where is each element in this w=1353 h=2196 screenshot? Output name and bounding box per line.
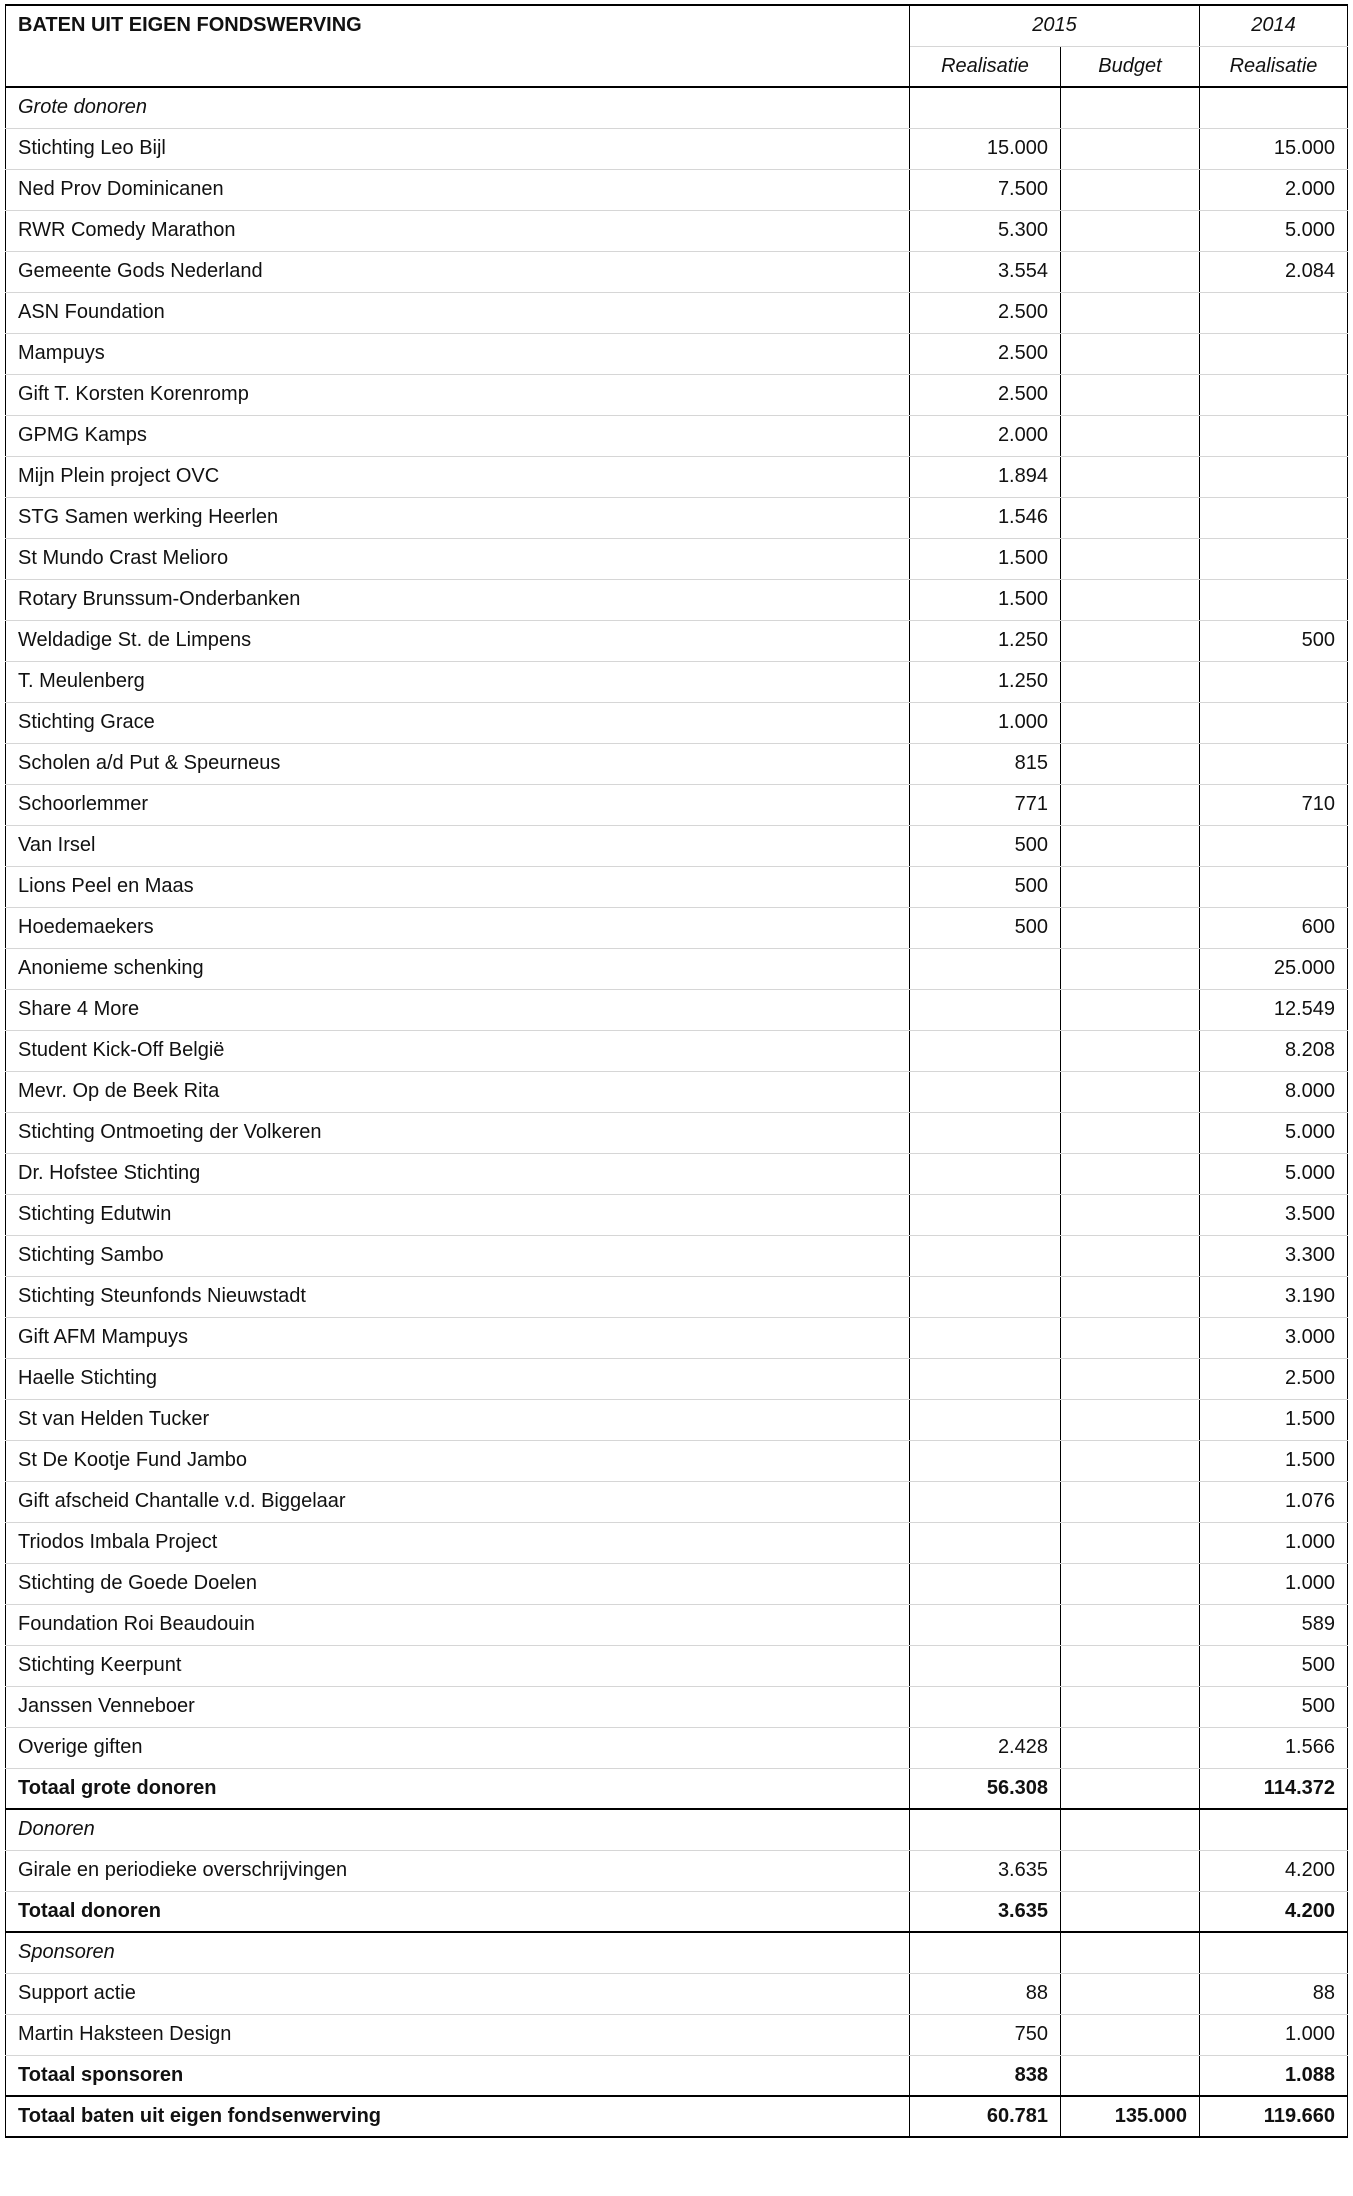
budget-2015-value bbox=[1061, 1153, 1200, 1194]
budget-2015-value bbox=[1061, 1440, 1200, 1481]
realisatie-2014-value: 5.000 bbox=[1200, 210, 1348, 251]
budget-2015-value bbox=[1061, 1235, 1200, 1276]
table-row bbox=[6, 1481, 1348, 1522]
table-row bbox=[6, 661, 1348, 702]
year-2015-header: 2015 bbox=[910, 5, 1200, 46]
table-row bbox=[6, 456, 1348, 497]
budget-2015-value bbox=[1061, 1030, 1200, 1071]
total-row bbox=[6, 2096, 1348, 2137]
row-label: Overige giften bbox=[6, 1727, 910, 1768]
table-row bbox=[6, 1235, 1348, 1276]
budget-2015-value bbox=[1061, 2014, 1200, 2055]
realisatie-2014-value bbox=[1200, 292, 1348, 333]
row-label: Donoren bbox=[6, 1809, 910, 1850]
realisatie-2014-value bbox=[1200, 87, 1348, 128]
budget-2015-value bbox=[1061, 1973, 1200, 2014]
row-label: Stichting Edutwin bbox=[6, 1194, 910, 1235]
row-label: Stichting Keerpunt bbox=[6, 1645, 910, 1686]
realisatie-2014-value: 1.000 bbox=[1200, 1522, 1348, 1563]
realisatie-2015-value bbox=[910, 1481, 1061, 1522]
budget-2015-value bbox=[1061, 1276, 1200, 1317]
realisatie-2014-value bbox=[1200, 579, 1348, 620]
realisatie-2015-value bbox=[910, 1194, 1061, 1235]
realisatie-2014-value: 4.200 bbox=[1200, 1891, 1348, 1932]
realisatie-2015-value: 838 bbox=[910, 2055, 1061, 2096]
budget-2015-value bbox=[1061, 1399, 1200, 1440]
table-row bbox=[6, 1399, 1348, 1440]
table-row bbox=[6, 784, 1348, 825]
realisatie-2015-value bbox=[910, 1358, 1061, 1399]
table-row bbox=[6, 989, 1348, 1030]
realisatie-2014-value bbox=[1200, 702, 1348, 743]
realisatie-2015-value bbox=[910, 1235, 1061, 1276]
realisatie-2014-value: 500 bbox=[1200, 1645, 1348, 1686]
table-row bbox=[6, 1973, 1348, 2014]
realisatie-2014-value: 589 bbox=[1200, 1604, 1348, 1645]
realisatie-2015-value: 1.894 bbox=[910, 456, 1061, 497]
realisatie-2014-value: 5.000 bbox=[1200, 1112, 1348, 1153]
realisatie-2014-value bbox=[1200, 456, 1348, 497]
budget-2015-value bbox=[1061, 661, 1200, 702]
realisatie-2015-value bbox=[910, 1440, 1061, 1481]
table-row bbox=[6, 415, 1348, 456]
table-row bbox=[6, 1727, 1348, 1768]
row-label: GPMG Kamps bbox=[6, 415, 910, 456]
budget-2015-value bbox=[1061, 784, 1200, 825]
table-row bbox=[6, 1850, 1348, 1891]
realisatie-2014-value bbox=[1200, 1809, 1348, 1850]
section-row bbox=[6, 1932, 1348, 1973]
row-label: Grote donoren bbox=[6, 87, 910, 128]
budget-2015-value bbox=[1061, 989, 1200, 1030]
realisatie-2014-value: 1.088 bbox=[1200, 2055, 1348, 2096]
realisatie-2014-value: 500 bbox=[1200, 620, 1348, 661]
row-label: Weldadige St. de Limpens bbox=[6, 620, 910, 661]
col-header-budget-2015: Budget bbox=[1061, 46, 1200, 87]
realisatie-2014-value: 3.190 bbox=[1200, 1276, 1348, 1317]
realisatie-2014-value bbox=[1200, 497, 1348, 538]
realisatie-2015-value bbox=[910, 1317, 1061, 1358]
row-label: Mijn Plein project OVC bbox=[6, 456, 910, 497]
row-label: Janssen Venneboer bbox=[6, 1686, 910, 1727]
table-row bbox=[6, 1317, 1348, 1358]
realisatie-2014-value: 2.500 bbox=[1200, 1358, 1348, 1399]
realisatie-2014-value bbox=[1200, 1932, 1348, 1973]
budget-2015-value bbox=[1061, 169, 1200, 210]
row-label: Gift AFM Mampuys bbox=[6, 1317, 910, 1358]
budget-2015-value bbox=[1061, 210, 1200, 251]
realisatie-2015-value: 3.635 bbox=[910, 1850, 1061, 1891]
section-row bbox=[6, 1809, 1348, 1850]
row-label: Sponsoren bbox=[6, 1932, 910, 1973]
realisatie-2014-value: 119.660 bbox=[1200, 2096, 1348, 2137]
row-label: RWR Comedy Marathon bbox=[6, 210, 910, 251]
realisatie-2015-value: 500 bbox=[910, 825, 1061, 866]
budget-2015-value bbox=[1061, 620, 1200, 661]
row-label: Stichting Grace bbox=[6, 702, 910, 743]
realisatie-2014-value: 4.200 bbox=[1200, 1850, 1348, 1891]
table-row bbox=[6, 1153, 1348, 1194]
realisatie-2014-value: 3.000 bbox=[1200, 1317, 1348, 1358]
row-label: Foundation Roi Beaudouin bbox=[6, 1604, 910, 1645]
realisatie-2014-value: 3.300 bbox=[1200, 1235, 1348, 1276]
realisatie-2015-value: 5.300 bbox=[910, 210, 1061, 251]
realisatie-2015-value bbox=[910, 1071, 1061, 1112]
table-row bbox=[6, 1563, 1348, 1604]
budget-2015-value bbox=[1061, 743, 1200, 784]
row-label: Share 4 More bbox=[6, 989, 910, 1030]
row-label: Lions Peel en Maas bbox=[6, 866, 910, 907]
budget-2015-value: 135.000 bbox=[1061, 2096, 1200, 2137]
realisatie-2015-value: 1.000 bbox=[910, 702, 1061, 743]
table-row bbox=[6, 1440, 1348, 1481]
row-label: Schoorlemmer bbox=[6, 784, 910, 825]
realisatie-2015-value: 2.428 bbox=[910, 1727, 1061, 1768]
budget-2015-value bbox=[1061, 907, 1200, 948]
realisatie-2015-value bbox=[910, 948, 1061, 989]
table-row bbox=[6, 374, 1348, 415]
table-row bbox=[6, 169, 1348, 210]
row-label: Stichting Leo Bijl bbox=[6, 128, 910, 169]
row-label: Gemeente Gods Nederland bbox=[6, 251, 910, 292]
budget-2015-value bbox=[1061, 579, 1200, 620]
realisatie-2015-value bbox=[910, 1645, 1061, 1686]
realisatie-2014-value bbox=[1200, 825, 1348, 866]
realisatie-2015-value: 2.000 bbox=[910, 415, 1061, 456]
table-row bbox=[6, 333, 1348, 374]
budget-2015-value bbox=[1061, 1686, 1200, 1727]
table-row bbox=[6, 866, 1348, 907]
table-row bbox=[6, 620, 1348, 661]
budget-2015-value bbox=[1061, 1727, 1200, 1768]
table-row bbox=[6, 292, 1348, 333]
table-row bbox=[6, 743, 1348, 784]
realisatie-2015-value: 500 bbox=[910, 866, 1061, 907]
budget-2015-value bbox=[1061, 1891, 1200, 1932]
realisatie-2015-value: 500 bbox=[910, 907, 1061, 948]
row-label: St De Kootje Fund Jambo bbox=[6, 1440, 910, 1481]
realisatie-2015-value bbox=[910, 87, 1061, 128]
realisatie-2014-value: 114.372 bbox=[1200, 1768, 1348, 1809]
realisatie-2014-value bbox=[1200, 538, 1348, 579]
col-header-realisatie-2015: Realisatie bbox=[910, 46, 1061, 87]
header-row-years bbox=[6, 5, 1348, 46]
table-row bbox=[6, 1358, 1348, 1399]
table-row bbox=[6, 1645, 1348, 1686]
budget-2015-value bbox=[1061, 2055, 1200, 2096]
realisatie-2015-value bbox=[910, 1276, 1061, 1317]
row-label: T. Meulenberg bbox=[6, 661, 910, 702]
row-label: Girale en periodieke overschrijvingen bbox=[6, 1850, 910, 1891]
row-label: Martin Haksteen Design bbox=[6, 2014, 910, 2055]
budget-2015-value bbox=[1061, 1071, 1200, 1112]
realisatie-2014-value: 1.000 bbox=[1200, 1563, 1348, 1604]
realisatie-2014-value: 15.000 bbox=[1200, 128, 1348, 169]
table-row bbox=[6, 948, 1348, 989]
realisatie-2015-value bbox=[910, 1563, 1061, 1604]
table-row bbox=[6, 1686, 1348, 1727]
row-label: Support actie bbox=[6, 1973, 910, 2014]
budget-2015-value bbox=[1061, 292, 1200, 333]
table-row bbox=[6, 1194, 1348, 1235]
section-row bbox=[6, 87, 1348, 128]
realisatie-2015-value: 1.250 bbox=[910, 661, 1061, 702]
budget-2015-value bbox=[1061, 1194, 1200, 1235]
row-label: Scholen a/d Put & Speurneus bbox=[6, 743, 910, 784]
row-label: Anonieme schenking bbox=[6, 948, 910, 989]
row-label: Stichting de Goede Doelen bbox=[6, 1563, 910, 1604]
table-row bbox=[6, 497, 1348, 538]
table-row bbox=[6, 2014, 1348, 2055]
realisatie-2014-value: 5.000 bbox=[1200, 1153, 1348, 1194]
budget-2015-value bbox=[1061, 1358, 1200, 1399]
year-2014-header: 2014 bbox=[1200, 5, 1348, 46]
budget-2015-value bbox=[1061, 1809, 1200, 1850]
realisatie-2014-value: 1.500 bbox=[1200, 1440, 1348, 1481]
row-label: Rotary Brunssum-Onderbanken bbox=[6, 579, 910, 620]
row-label: St van Helden Tucker bbox=[6, 1399, 910, 1440]
realisatie-2015-value: 88 bbox=[910, 1973, 1061, 2014]
table-row bbox=[6, 538, 1348, 579]
realisatie-2015-value: 2.500 bbox=[910, 374, 1061, 415]
realisatie-2015-value bbox=[910, 1399, 1061, 1440]
col-header-realisatie-2014: Realisatie bbox=[1200, 46, 1348, 87]
realisatie-2014-value: 2.000 bbox=[1200, 169, 1348, 210]
realisatie-2015-value: 2.500 bbox=[910, 292, 1061, 333]
realisatie-2015-value: 56.308 bbox=[910, 1768, 1061, 1809]
budget-2015-value bbox=[1061, 1481, 1200, 1522]
row-label: Ned Prov Dominicanen bbox=[6, 169, 910, 210]
realisatie-2014-value: 8.208 bbox=[1200, 1030, 1348, 1071]
table-row bbox=[6, 128, 1348, 169]
realisatie-2014-value bbox=[1200, 333, 1348, 374]
realisatie-2015-value bbox=[910, 1153, 1061, 1194]
realisatie-2014-value: 8.000 bbox=[1200, 1071, 1348, 1112]
budget-2015-value bbox=[1061, 87, 1200, 128]
budget-2015-value bbox=[1061, 702, 1200, 743]
row-label: Dr. Hofstee Stichting bbox=[6, 1153, 910, 1194]
realisatie-2015-value bbox=[910, 1686, 1061, 1727]
row-label: Gift afscheid Chantalle v.d. Biggelaar bbox=[6, 1481, 910, 1522]
realisatie-2014-value: 3.500 bbox=[1200, 1194, 1348, 1235]
realisatie-2015-value bbox=[910, 1522, 1061, 1563]
budget-2015-value bbox=[1061, 1522, 1200, 1563]
row-label: STG Samen werking Heerlen bbox=[6, 497, 910, 538]
realisatie-2015-value: 1.500 bbox=[910, 579, 1061, 620]
realisatie-2015-value: 7.500 bbox=[910, 169, 1061, 210]
row-label: Van Irsel bbox=[6, 825, 910, 866]
table-row bbox=[6, 907, 1348, 948]
realisatie-2014-value: 1.076 bbox=[1200, 1481, 1348, 1522]
total-row bbox=[6, 1768, 1348, 1809]
budget-2015-value bbox=[1061, 333, 1200, 374]
row-label: Mampuys bbox=[6, 333, 910, 374]
realisatie-2014-value: 1.500 bbox=[1200, 1399, 1348, 1440]
realisatie-2014-value bbox=[1200, 415, 1348, 456]
budget-2015-value bbox=[1061, 251, 1200, 292]
realisatie-2014-value bbox=[1200, 374, 1348, 415]
realisatie-2015-value bbox=[910, 1604, 1061, 1645]
table-row bbox=[6, 825, 1348, 866]
realisatie-2015-value bbox=[910, 1932, 1061, 1973]
budget-2015-value bbox=[1061, 1645, 1200, 1686]
row-label: Totaal donoren bbox=[6, 1891, 910, 1932]
realisatie-2014-value: 1.000 bbox=[1200, 2014, 1348, 2055]
table-row bbox=[6, 251, 1348, 292]
realisatie-2015-value: 15.000 bbox=[910, 128, 1061, 169]
table-title: BATEN UIT EIGEN FONDSWERVING bbox=[6, 5, 910, 87]
realisatie-2014-value: 600 bbox=[1200, 907, 1348, 948]
realisatie-2015-value bbox=[910, 1030, 1061, 1071]
row-label: Mevr. Op de Beek Rita bbox=[6, 1071, 910, 1112]
table-row bbox=[6, 1522, 1348, 1563]
row-label: Totaal grote donoren bbox=[6, 1768, 910, 1809]
row-label: St Mundo Crast Melioro bbox=[6, 538, 910, 579]
realisatie-2015-value: 2.500 bbox=[910, 333, 1061, 374]
budget-2015-value bbox=[1061, 1604, 1200, 1645]
realisatie-2014-value bbox=[1200, 743, 1348, 784]
budget-2015-value bbox=[1061, 1850, 1200, 1891]
realisatie-2015-value: 815 bbox=[910, 743, 1061, 784]
total-row bbox=[6, 2055, 1348, 2096]
budget-2015-value bbox=[1061, 538, 1200, 579]
realisatie-2015-value bbox=[910, 1112, 1061, 1153]
realisatie-2015-value: 1.500 bbox=[910, 538, 1061, 579]
row-label: Totaal baten uit eigen fondsenwerving bbox=[6, 2096, 910, 2137]
realisatie-2014-value: 500 bbox=[1200, 1686, 1348, 1727]
table-row bbox=[6, 579, 1348, 620]
budget-2015-value bbox=[1061, 1768, 1200, 1809]
realisatie-2014-value: 2.084 bbox=[1200, 251, 1348, 292]
budget-2015-value bbox=[1061, 1317, 1200, 1358]
realisatie-2015-value bbox=[910, 1809, 1061, 1850]
realisatie-2015-value: 3.554 bbox=[910, 251, 1061, 292]
budget-2015-value bbox=[1061, 128, 1200, 169]
realisatie-2015-value: 3.635 bbox=[910, 1891, 1061, 1932]
table-row bbox=[6, 1071, 1348, 1112]
realisatie-2014-value bbox=[1200, 866, 1348, 907]
budget-2015-value bbox=[1061, 866, 1200, 907]
budget-2015-value bbox=[1061, 1112, 1200, 1153]
table-row bbox=[6, 1604, 1348, 1645]
row-label: Stichting Sambo bbox=[6, 1235, 910, 1276]
table-row bbox=[6, 1030, 1348, 1071]
realisatie-2015-value: 60.781 bbox=[910, 2096, 1061, 2137]
budget-2015-value bbox=[1061, 948, 1200, 989]
row-label: Haelle Stichting bbox=[6, 1358, 910, 1399]
realisatie-2014-value bbox=[1200, 661, 1348, 702]
budget-2015-value bbox=[1061, 497, 1200, 538]
realisatie-2015-value bbox=[910, 989, 1061, 1030]
realisatie-2014-value: 1.566 bbox=[1200, 1727, 1348, 1768]
row-label: ASN Foundation bbox=[6, 292, 910, 333]
realisatie-2014-value: 12.549 bbox=[1200, 989, 1348, 1030]
row-label: Totaal sponsoren bbox=[6, 2055, 910, 2096]
realisatie-2015-value: 1.250 bbox=[910, 620, 1061, 661]
budget-2015-value bbox=[1061, 456, 1200, 497]
row-label: Triodos Imbala Project bbox=[6, 1522, 910, 1563]
baten-table bbox=[5, 4, 1348, 2138]
budget-2015-value bbox=[1061, 415, 1200, 456]
budget-2015-value bbox=[1061, 374, 1200, 415]
table-row bbox=[6, 1112, 1348, 1153]
row-label: Stichting Steunfonds Nieuwstadt bbox=[6, 1276, 910, 1317]
table-row bbox=[6, 210, 1348, 251]
total-row bbox=[6, 1891, 1348, 1932]
budget-2015-value bbox=[1061, 1932, 1200, 1973]
realisatie-2014-value: 88 bbox=[1200, 1973, 1348, 2014]
row-label: Student Kick-Off België bbox=[6, 1030, 910, 1071]
realisatie-2015-value: 1.546 bbox=[910, 497, 1061, 538]
row-label: Gift T. Korsten Korenromp bbox=[6, 374, 910, 415]
table-row bbox=[6, 702, 1348, 743]
row-label: Hoedemaekers bbox=[6, 907, 910, 948]
table-row bbox=[6, 1276, 1348, 1317]
realisatie-2014-value: 25.000 bbox=[1200, 948, 1348, 989]
realisatie-2015-value: 771 bbox=[910, 784, 1061, 825]
realisatie-2014-value: 710 bbox=[1200, 784, 1348, 825]
budget-2015-value bbox=[1061, 825, 1200, 866]
budget-2015-value bbox=[1061, 1563, 1200, 1604]
row-label: Stichting Ontmoeting der Volkeren bbox=[6, 1112, 910, 1153]
realisatie-2015-value: 750 bbox=[910, 2014, 1061, 2055]
